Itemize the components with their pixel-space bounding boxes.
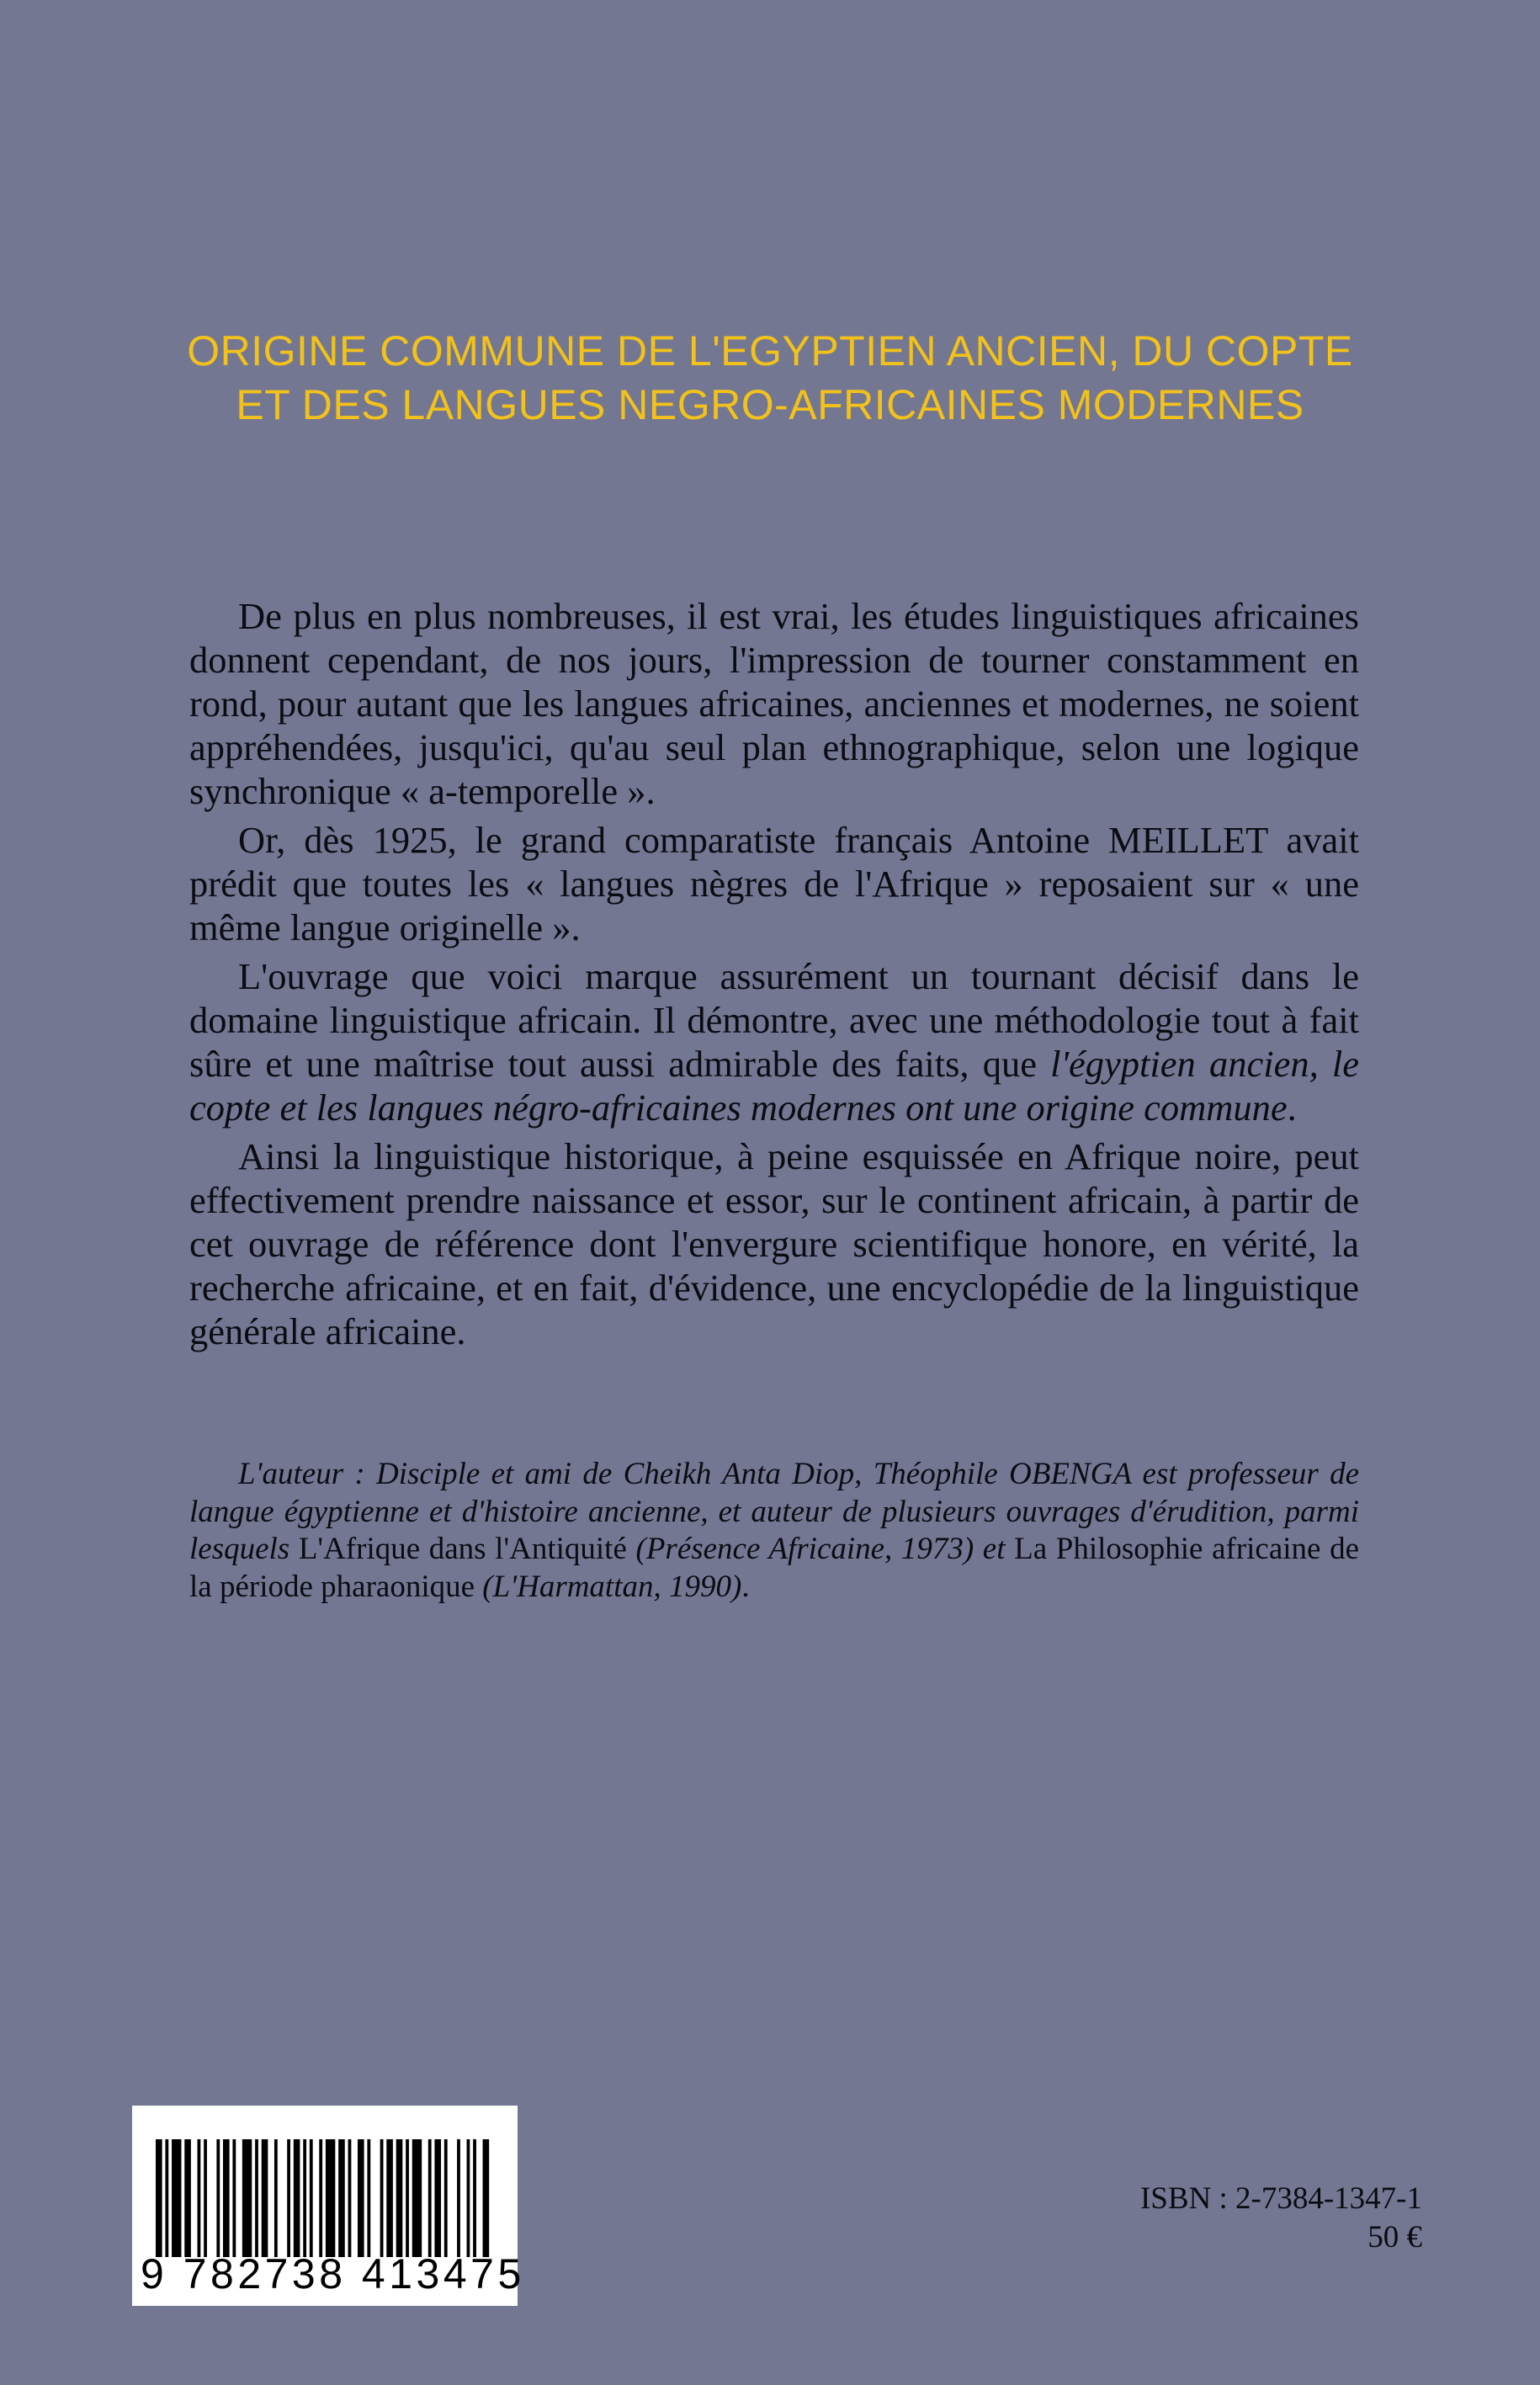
author-note [189,1456,1359,1606]
author-publisher-2: (L'Harmattan, 1990) [475,1569,742,1604]
barcode-bar [172,2139,181,2257]
barcode-bar [294,2139,300,2257]
barcode-bar [367,2139,370,2257]
barcode-bar [348,2139,352,2257]
barcode-bar [358,2139,364,2257]
barcode-bar [242,2139,252,2257]
barcode-bar [198,2139,201,2257]
barcode-bar [473,2139,476,2257]
barcode-bar [326,2139,335,2257]
blurb [189,594,1359,1358]
paragraph-2: Or, dès 1925, le grand comparatiste français Antoine MEILLET avait prédit que toutes les « langues nègres de l'Afrique » reposaient sur « une même langue originelle ». [189,819,1359,948]
barcode-bar [380,2139,384,2257]
author-book-1: L'Afrique dans l'Antiquité [298,1532,627,1566]
barcode-bar [428,2139,432,2257]
barcode-bar [204,2139,207,2257]
paragraph-4: Ainsi la linguistique historique, à peine esquissée en Afrique noire, peut effectivement prendre naissance et essor, sur le continent africain, à partir de cet ouvrage de référence dont l'envergure scientifique honore, en vérité, la recherche africaine, et en fait, d'évidence, une encyclopédie de la linguistique générale africaine. [189,1135,1359,1352]
barcode-bar [444,2139,448,2257]
barcode-bar [262,2139,268,2257]
barcode-digits: 9 782738 413475 [141,2250,525,2297]
barcode-bar [406,2139,409,2257]
barcode-bar [386,2139,393,2257]
barcode-bar [223,2139,230,2257]
barcode-bar [255,2139,258,2257]
paragraph-1: De plus en plus nombreuses, il est vrai, les études linguistiques africaines donnent cependant, de nos jours, l'impression de tourner constamment en rond, pour autant que les langues africaines, anciennes et modernes, ne soient appréhendées, jusqu'ici, qu'au seul plan ethnographique, selon une logique synchronique « a-temporelle ». [189,595,1359,812]
barcode-bars [156,2139,492,2257]
barcode [132,2106,525,2306]
barcode-bar [216,2139,220,2257]
book-title [118,324,1422,432]
author-end: . [741,1569,750,1604]
barcode-bar [319,2139,322,2257]
title-line-2: ET DES LANGUES NEGRO-AFRICAINES MODERNES [236,381,1304,428]
barcode-bar [338,2139,345,2257]
title-line-1: ORIGINE COMMUNE DE L'EGYPTIEN ANCIEN, DU COPTE [187,327,1353,374]
barcode-bar [396,2139,403,2257]
author-intro: L'auteur : Disciple et ami de Cheikh Anta Diop, Théophile OBENGA est professeur de langue égyptienne et d'histoire ancienne, et auteur de plusieurs ouvrages d'érudition, parmi lesquels [189,1457,1359,1566]
barcode-bar [165,2139,168,2257]
barcode-bar [434,2139,441,2257]
barcode-bar [184,2139,191,2257]
author-book-2: La Philosophie africaine de la période pharaonique [189,1532,1359,1604]
barcode-bar [287,2139,290,2257]
barcode-bar [303,2139,306,2257]
barcode-bar [457,2139,460,2257]
paragraph-3-text: L'ouvrage que voici marque assurément un tournant décisif dans le domaine linguistique africain. Il démontre, avec une méthodologie tout à fait sûre et une maîtrise tout aussi admirable des faits, que [189,955,1359,1085]
paragraph-3 [189,954,1359,1129]
barcode-bar [232,2139,236,2257]
barcode-bar [156,2139,162,2257]
barcode-bar [467,2139,470,2257]
barcode-bar [274,2139,278,2257]
paragraph-3-italic: l'égyptien ancien, le copte et les langues négro-africaines modernes ont une origine commune [189,1043,1360,1129]
barcode-bar [483,2139,490,2257]
isbn-number: ISBN : 2-7384-1347-1 [1139,2181,1422,2216]
paragraph-3-end: . [1287,1086,1297,1129]
barcode-bar [310,2139,313,2257]
isbn-block [1140,2180,1422,2257]
barcode-bar [412,2139,422,2257]
price: 50 € [1367,2220,1422,2255]
author-publisher-1: (Présence Africaine, 1973) et [626,1532,1015,1566]
